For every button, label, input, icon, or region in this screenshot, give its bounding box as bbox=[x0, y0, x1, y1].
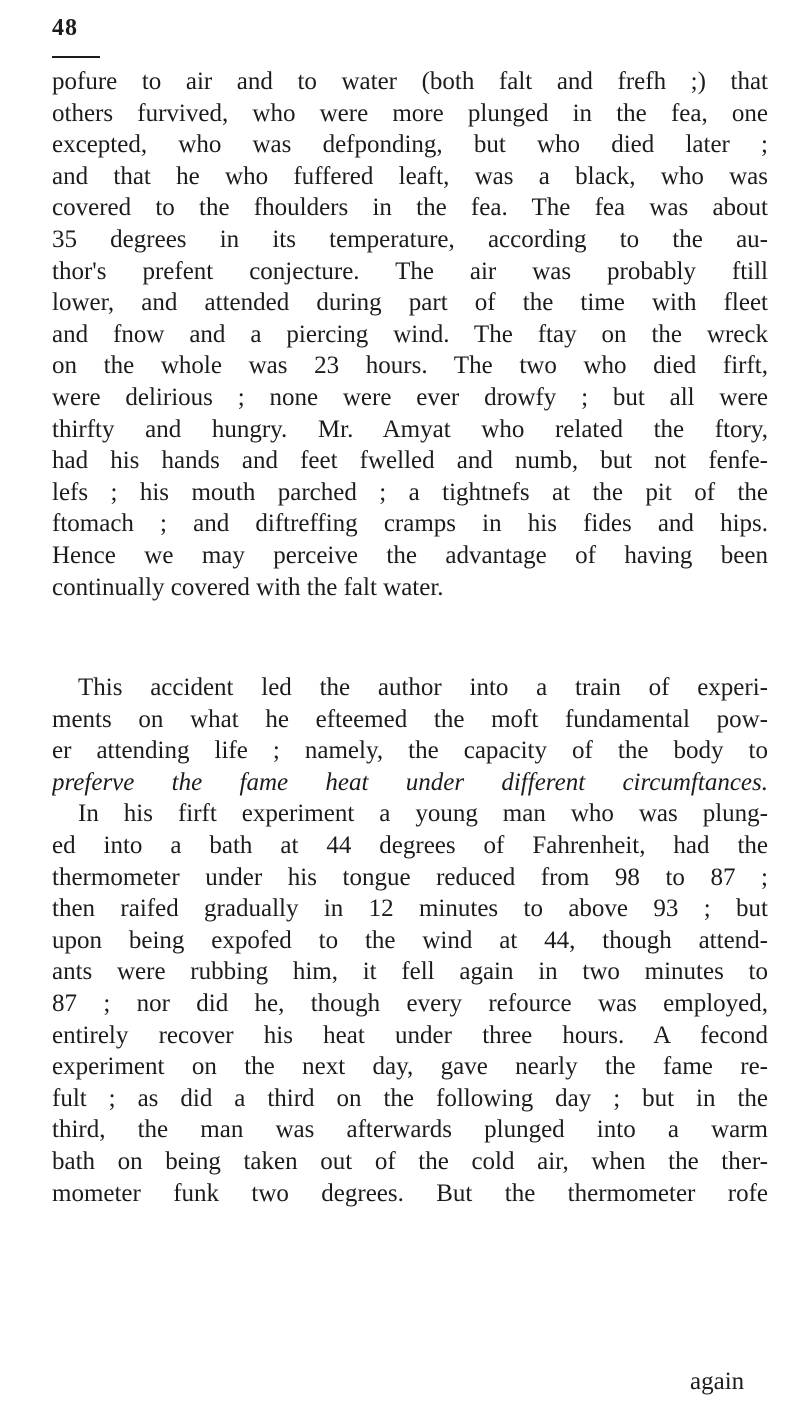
text-line: pofure to air and to water (both falt and frefh ;) that bbox=[52, 68, 768, 95]
text-line: lower, and attended during part of the time with fleet bbox=[52, 289, 768, 317]
text-line: Hence we may perceive the advantage of having been bbox=[52, 541, 768, 569]
text-line: lefs ; his mouth parched ; a tightnefs at the pit of the bbox=[52, 478, 768, 506]
text-line: continually covered with the falt water. bbox=[52, 573, 444, 601]
text-line: on the whole was 23 hours. The two who died firft, bbox=[52, 352, 768, 380]
text-line: and fnow and a piercing wind. The ftay on the wreck bbox=[52, 320, 768, 348]
paragraph-1 bbox=[52, 66, 768, 603]
text-line: ments on what he efteemed the moft fundamental pow- bbox=[52, 705, 768, 733]
text-line: ftomach ; and diftreffing cramps in his fides and hips. bbox=[52, 510, 768, 538]
text-line: bath on being taken out of the cold air, when the ther- bbox=[52, 1147, 768, 1175]
text-line: entirely recover his heat under three hours. A fecond bbox=[52, 1021, 768, 1049]
text-line: preferve the fame heat under different circumftances. bbox=[52, 768, 768, 796]
header-rule bbox=[52, 56, 100, 58]
text-line: ed into a bath at 44 degrees of Fahrenheit, had the bbox=[52, 831, 768, 859]
text-line: had his hands and feet fwelled and numb, but not fenfe- bbox=[52, 447, 768, 475]
text-line: were delirious ; none were ever drowfy ; but all were bbox=[52, 383, 768, 411]
text-line: ants were rubbing him, it fell again in two minutes to bbox=[52, 958, 768, 986]
text-line: and that he who fuffered leaft, was a black, who was bbox=[52, 162, 768, 190]
text-line: thor's prefent conjecture. The air was probably ftill bbox=[52, 257, 768, 285]
text-line: then raifed gradually in 12 minutes to above 93 ; but bbox=[52, 895, 768, 923]
text-line: others furvived, who were more plunged in the fea, one bbox=[52, 99, 768, 127]
catchword: again bbox=[690, 1368, 745, 1395]
text-line: covered to the fhoulders in the fea. The fea was about bbox=[52, 194, 768, 222]
page-number: 48 bbox=[52, 15, 78, 41]
text-line: In his firft experiment a young man who was plung- bbox=[78, 800, 768, 828]
paragraph-2 bbox=[52, 672, 768, 1209]
text-line: 35 degrees in its temperature, according to the au- bbox=[52, 225, 768, 253]
text-line: mometer funk two degrees. But the thermometer rofe bbox=[52, 1179, 768, 1207]
text-line: third, the man was afterwards plunged into a warm bbox=[52, 1116, 768, 1144]
text-line: excepted, who was defponding, but who died later ; bbox=[52, 131, 768, 159]
text-line: experiment on the next day, gave nearly the fame re- bbox=[52, 1053, 768, 1081]
text-line: fult ; as did a third on the following day ; but in the bbox=[52, 1084, 768, 1112]
text-line: 87 ; nor did he, though every refource was employed, bbox=[52, 989, 768, 1017]
text-line: er attending life ; namely, the capacity of the body to bbox=[52, 737, 768, 765]
text-line: thirfty and hungry. Mr. Amyat who related the ftory, bbox=[52, 415, 768, 443]
text-line: thermometer under his tongue reduced from 98 to 87 ; bbox=[52, 863, 768, 891]
text-line: upon being expofed to the wind at 44, though attend- bbox=[52, 926, 768, 954]
text-line: This accident led the author into a train of experi- bbox=[78, 674, 768, 701]
